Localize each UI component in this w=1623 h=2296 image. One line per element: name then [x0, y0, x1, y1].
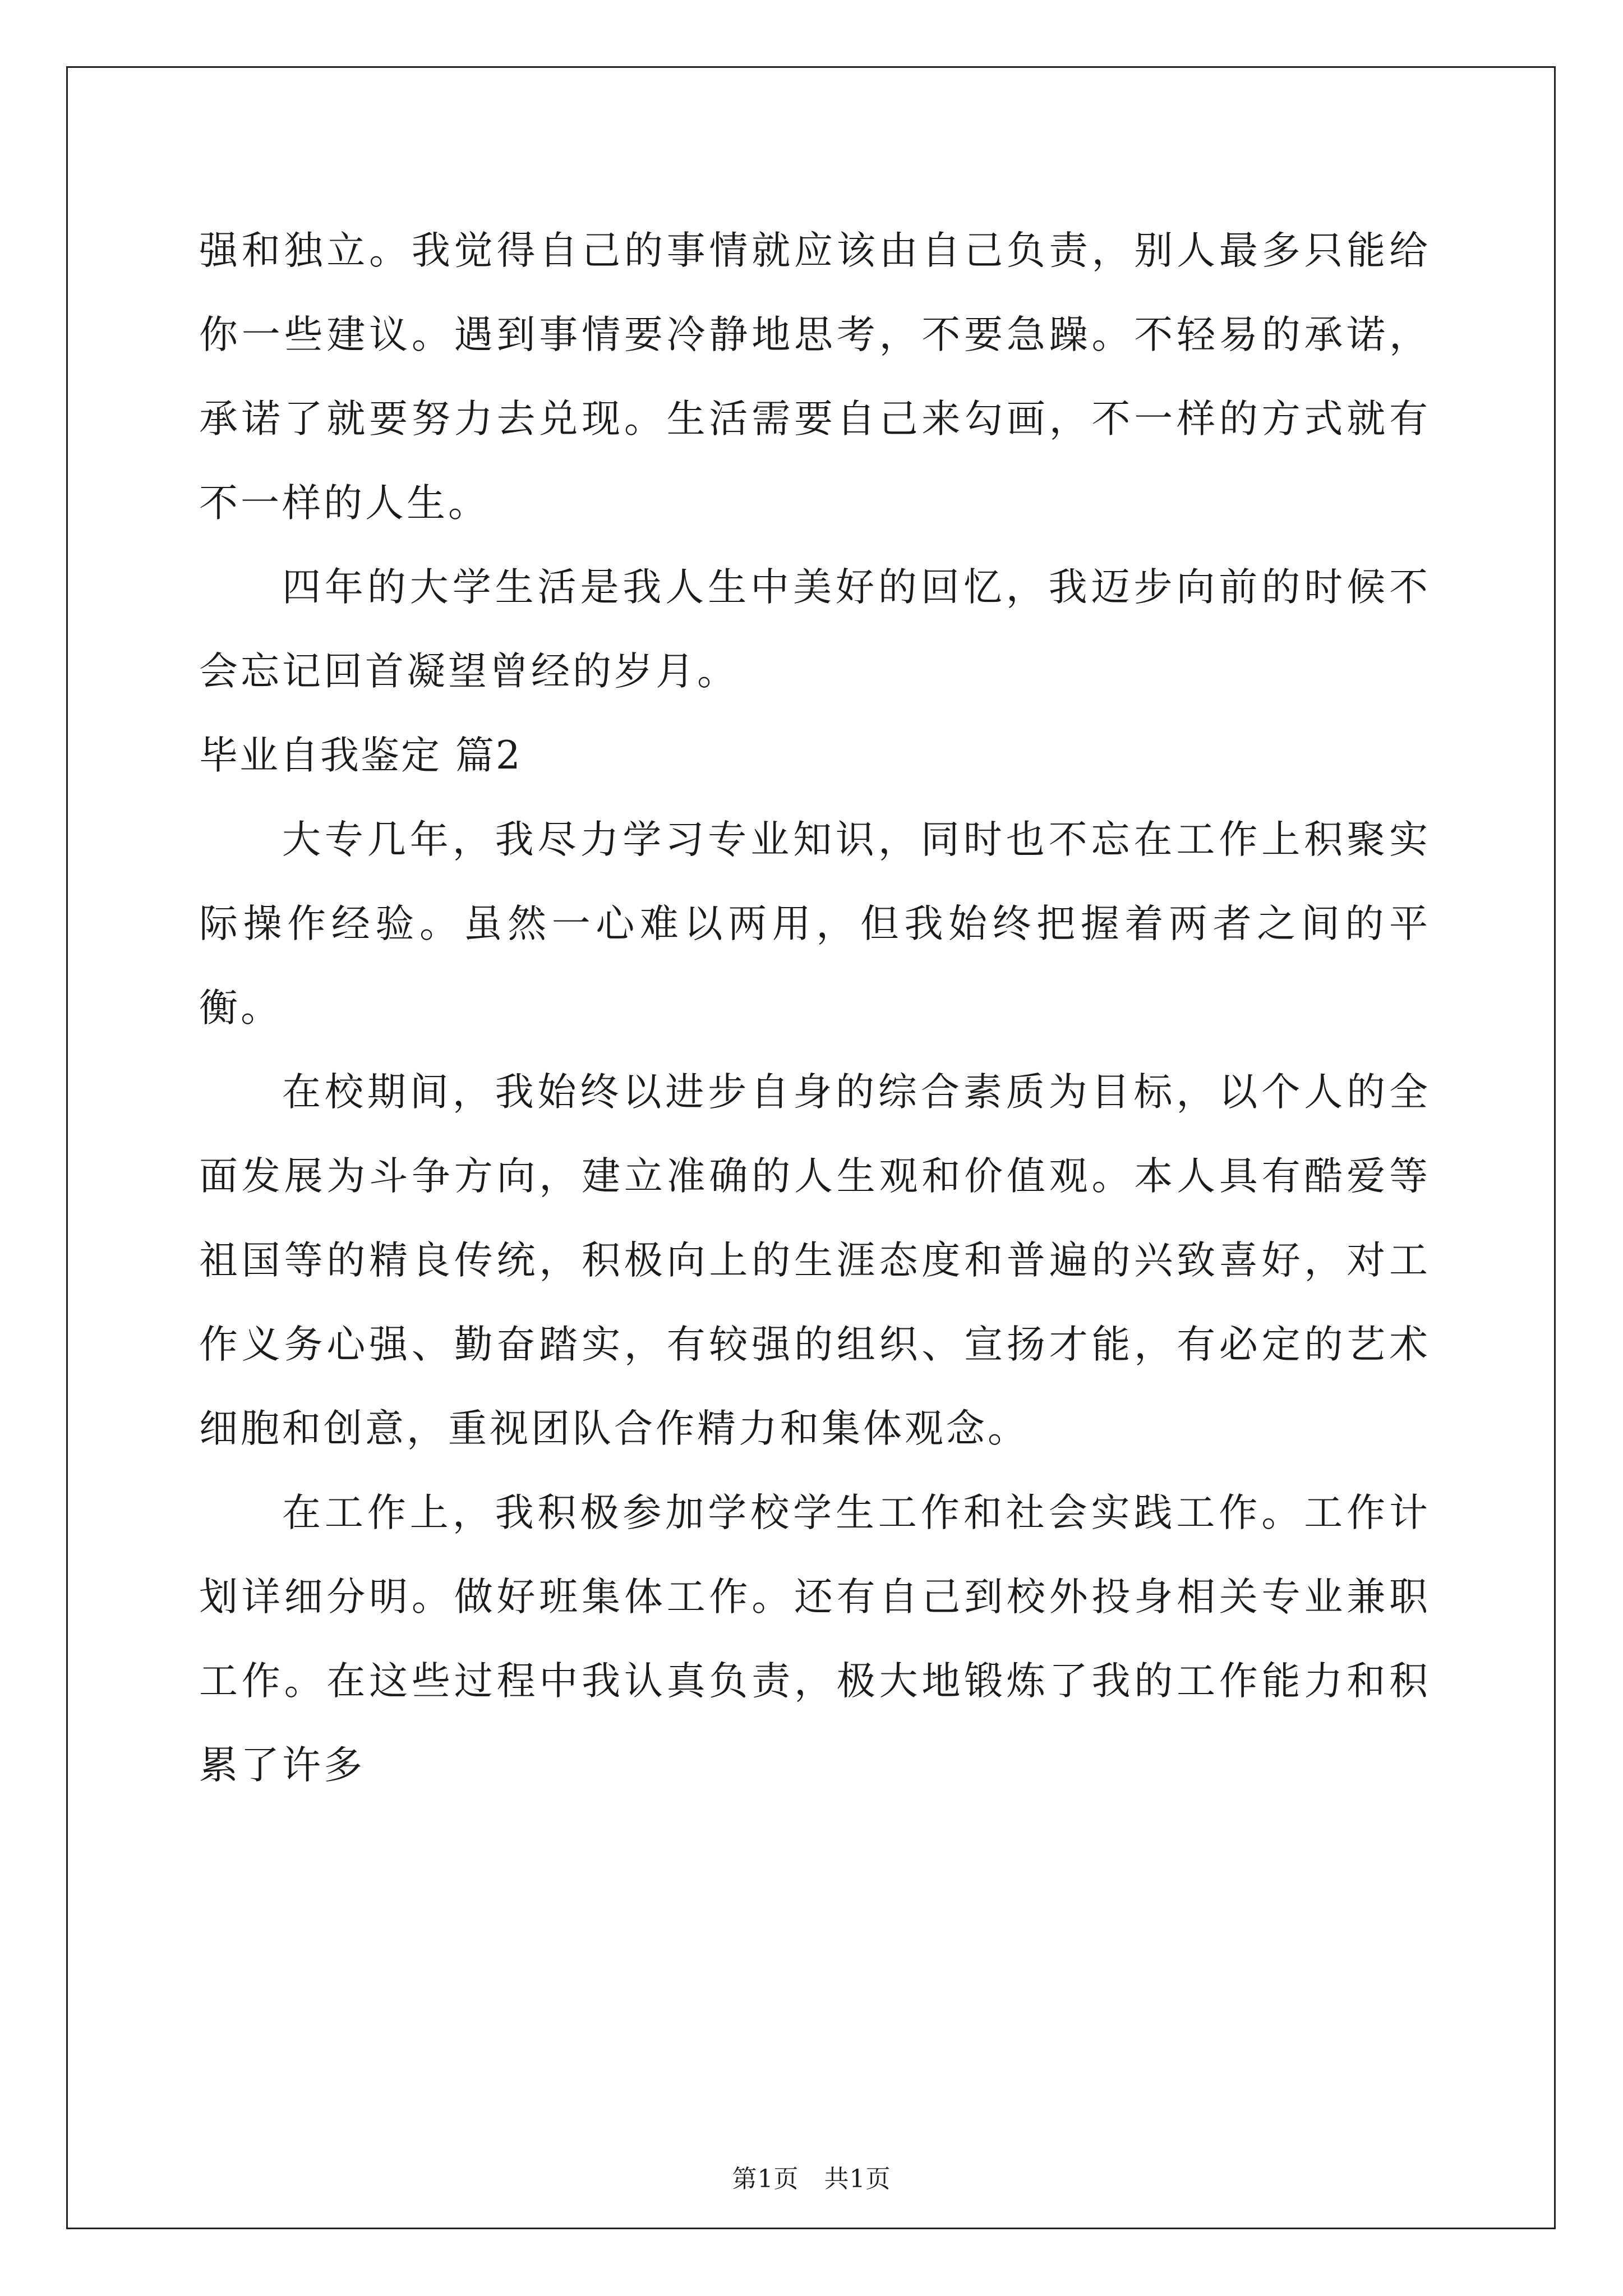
section-heading: 毕业自我鉴定 篇2	[199, 733, 522, 778]
page-number: 第1页	[732, 2165, 799, 2193]
paragraph-work-experience: 在工作上，我积极参加学校学生工作和社会实践工作。工作计划详细分明。做好班集体工作。还有自己到校外投身相关专业兼职工作。在这些过程中我认真负责，极大地锻炼了我的工作能力和积累了许多	[199, 1490, 1431, 1788]
paragraph-continuation: 强和独立。我觉得自己的事情就应该由自己负责，别人最多只能给你一些建议。遇到事情要冷静地思考，不要急躁。不轻易的承诺，承诺了就要努力去兑现。生活需要自己来勾画，不一样的方式就有不一样的人生。	[199, 228, 1431, 526]
page-footer	[0, 2162, 1623, 2196]
page-total: 共1页	[824, 2165, 891, 2193]
paragraph-school-period: 在校期间，我始终以进步自身的综合素质为目标，以个人的全面发展为斗争方向，建立准确的人生观和价值观。本人具有酷爱等祖国等的精良传统，积极向上的生涯态度和普遍的兴致喜好，对工作义务心强、勤奋踏实，有较强的组织、宣扬才能，有必定的艺术细胞和创意，重视团队合作精力和集体观念。	[199, 1070, 1431, 1451]
document-body	[199, 209, 1431, 1807]
paragraph-university-memory: 四年的大学生活是我人生中美好的回忆，我迈步向前的时候不会忘记回首凝望曾经的岁月。	[199, 565, 1431, 694]
paragraph-study-and-work: 大专几年，我尽力学习专业知识，同时也不忘在工作上积聚实际操作经验。虽然一心难以两用，但我始终把握着两者之间的平衡。	[199, 817, 1431, 1030]
